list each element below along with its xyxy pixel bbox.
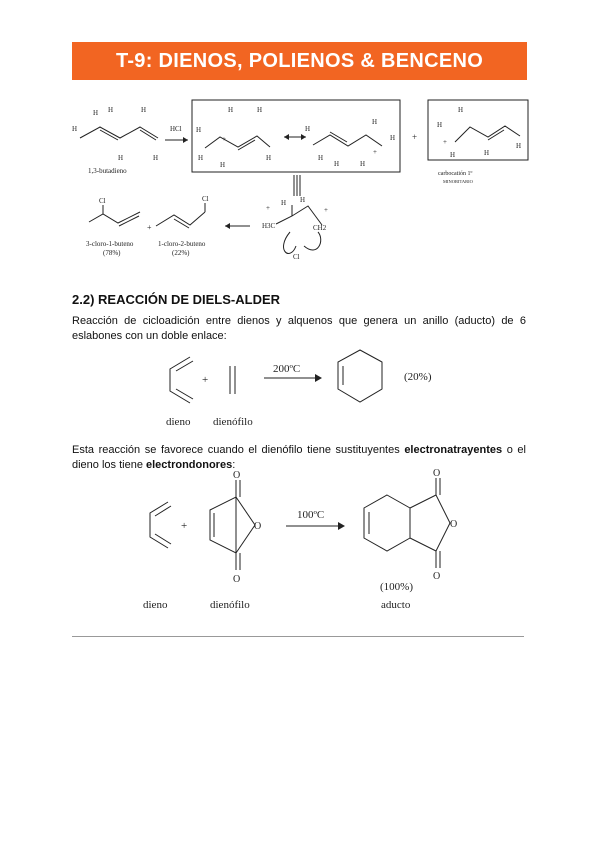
product-1-chloro-2-butene bbox=[156, 195, 209, 228]
yield-2: (100%) bbox=[380, 581, 413, 593]
svg-text:H: H bbox=[266, 154, 272, 162]
adduct-label: aducto bbox=[381, 599, 411, 611]
allyl-cation-1 bbox=[196, 106, 271, 169]
delocalized-cation bbox=[262, 196, 328, 253]
hcl-label: HCl bbox=[170, 125, 182, 133]
maleic-anhydride bbox=[210, 470, 261, 585]
svg-text:H: H bbox=[318, 154, 324, 162]
carbocation-sublabel: MINORITARIO bbox=[443, 179, 473, 184]
svg-text:H: H bbox=[437, 121, 443, 129]
carbocation-label: carbocatión 1º bbox=[438, 171, 473, 177]
adduct-product bbox=[364, 468, 457, 582]
butadiene-structure bbox=[72, 106, 158, 162]
diene-structure-1 bbox=[170, 357, 193, 403]
electron-withdrawing-term: electronatrayentes bbox=[404, 444, 503, 456]
svg-text:H: H bbox=[220, 161, 226, 169]
product1-percent: (78%) bbox=[103, 249, 121, 257]
diene-label-1: dieno bbox=[166, 416, 191, 428]
dienophile-label-1: dienófilo bbox=[213, 416, 253, 428]
svg-text:H: H bbox=[450, 151, 456, 159]
svg-text:H: H bbox=[300, 196, 306, 204]
svg-text:H: H bbox=[93, 109, 99, 117]
svg-text:H: H bbox=[390, 134, 396, 142]
plus-sign-r1: + bbox=[202, 374, 209, 386]
svg-text:H: H bbox=[196, 126, 202, 134]
svg-text:+: + bbox=[266, 204, 270, 212]
svg-text:H3C: H3C bbox=[262, 222, 276, 230]
primary-carbocation bbox=[437, 106, 521, 159]
product1-label: 3-cloro-1-buteno bbox=[86, 240, 134, 248]
svg-text:+: + bbox=[324, 206, 328, 214]
svg-text:O: O bbox=[433, 571, 441, 582]
condition-2: 100ºC bbox=[297, 509, 325, 521]
svg-text:H: H bbox=[458, 106, 464, 114]
svg-text:H: H bbox=[372, 118, 378, 126]
chloride-ion: Cl bbox=[293, 253, 300, 261]
condition-text-prefix: Esta reacción se favorece cuando el dienófilo tiene sustituyentes bbox=[72, 444, 405, 456]
condition-text-suffix: : bbox=[232, 459, 236, 471]
intro-paragraph: Reacción de cicloadición entre dienos y alquenos que genera un anillo (aducto) de 6 eslabones con un doble enlace: bbox=[72, 315, 526, 342]
svg-text:H: H bbox=[118, 154, 124, 162]
svg-text:H: H bbox=[281, 199, 287, 207]
dienophile-structure-1 bbox=[230, 366, 235, 394]
dienophile-label-2: dienófilo bbox=[210, 599, 250, 611]
svg-text:H: H bbox=[153, 154, 159, 162]
minor-carbocation-box bbox=[428, 100, 528, 160]
yield-1: (20%) bbox=[404, 371, 432, 383]
svg-text:H: H bbox=[360, 160, 366, 168]
svg-text:H: H bbox=[141, 106, 147, 114]
svg-text:H: H bbox=[305, 125, 311, 133]
product2-label: 1-cloro-2-buteno bbox=[158, 240, 206, 248]
svg-text:CH2: CH2 bbox=[313, 224, 327, 232]
svg-text:H: H bbox=[516, 142, 522, 150]
section-title: 2.2) REACCIÓN DE DIELS-ALDER bbox=[72, 292, 281, 307]
electron-donating-term: electrondonores bbox=[146, 459, 233, 471]
condition-1: 200ºC bbox=[273, 363, 301, 375]
condition-paragraph bbox=[72, 443, 526, 473]
svg-text:O: O bbox=[433, 468, 441, 479]
svg-text:H: H bbox=[198, 154, 204, 162]
diene-structure-2 bbox=[150, 502, 171, 548]
svg-text:O: O bbox=[254, 521, 262, 532]
svg-text:Cl: Cl bbox=[202, 195, 209, 203]
page-title: T-9: DIENOS, POLIENOS & BENCENO bbox=[115, 49, 484, 72]
svg-text:O: O bbox=[450, 519, 458, 530]
cyclohexene-product bbox=[338, 350, 382, 402]
svg-text:+: + bbox=[373, 148, 377, 156]
product2-percent: (22%) bbox=[172, 249, 190, 257]
svg-text:O: O bbox=[233, 574, 241, 585]
plus-sign-products: + bbox=[147, 223, 152, 232]
svg-text:+: + bbox=[443, 138, 447, 146]
svg-text:H: H bbox=[334, 160, 340, 168]
footer-divider bbox=[72, 636, 524, 637]
svg-text:+: + bbox=[222, 135, 226, 143]
svg-text:H: H bbox=[228, 106, 234, 114]
allyl-cation-2 bbox=[305, 118, 395, 168]
butadiene-label: 1,3-butadieno bbox=[88, 167, 127, 175]
product-3-chloro-1-butene bbox=[89, 197, 140, 226]
svg-text:O: O bbox=[233, 470, 241, 481]
condition-text-middle: o el dieno los tiene bbox=[72, 444, 526, 471]
plus-sign-r2: + bbox=[181, 520, 188, 532]
diene-label-2: dieno bbox=[143, 599, 168, 611]
svg-text:H: H bbox=[484, 149, 490, 157]
svg-text:H: H bbox=[108, 106, 114, 114]
svg-text:H: H bbox=[257, 106, 263, 114]
svg-text:Cl: Cl bbox=[99, 197, 106, 205]
plus-sign: + bbox=[412, 132, 418, 142]
svg-text:H: H bbox=[72, 125, 78, 133]
